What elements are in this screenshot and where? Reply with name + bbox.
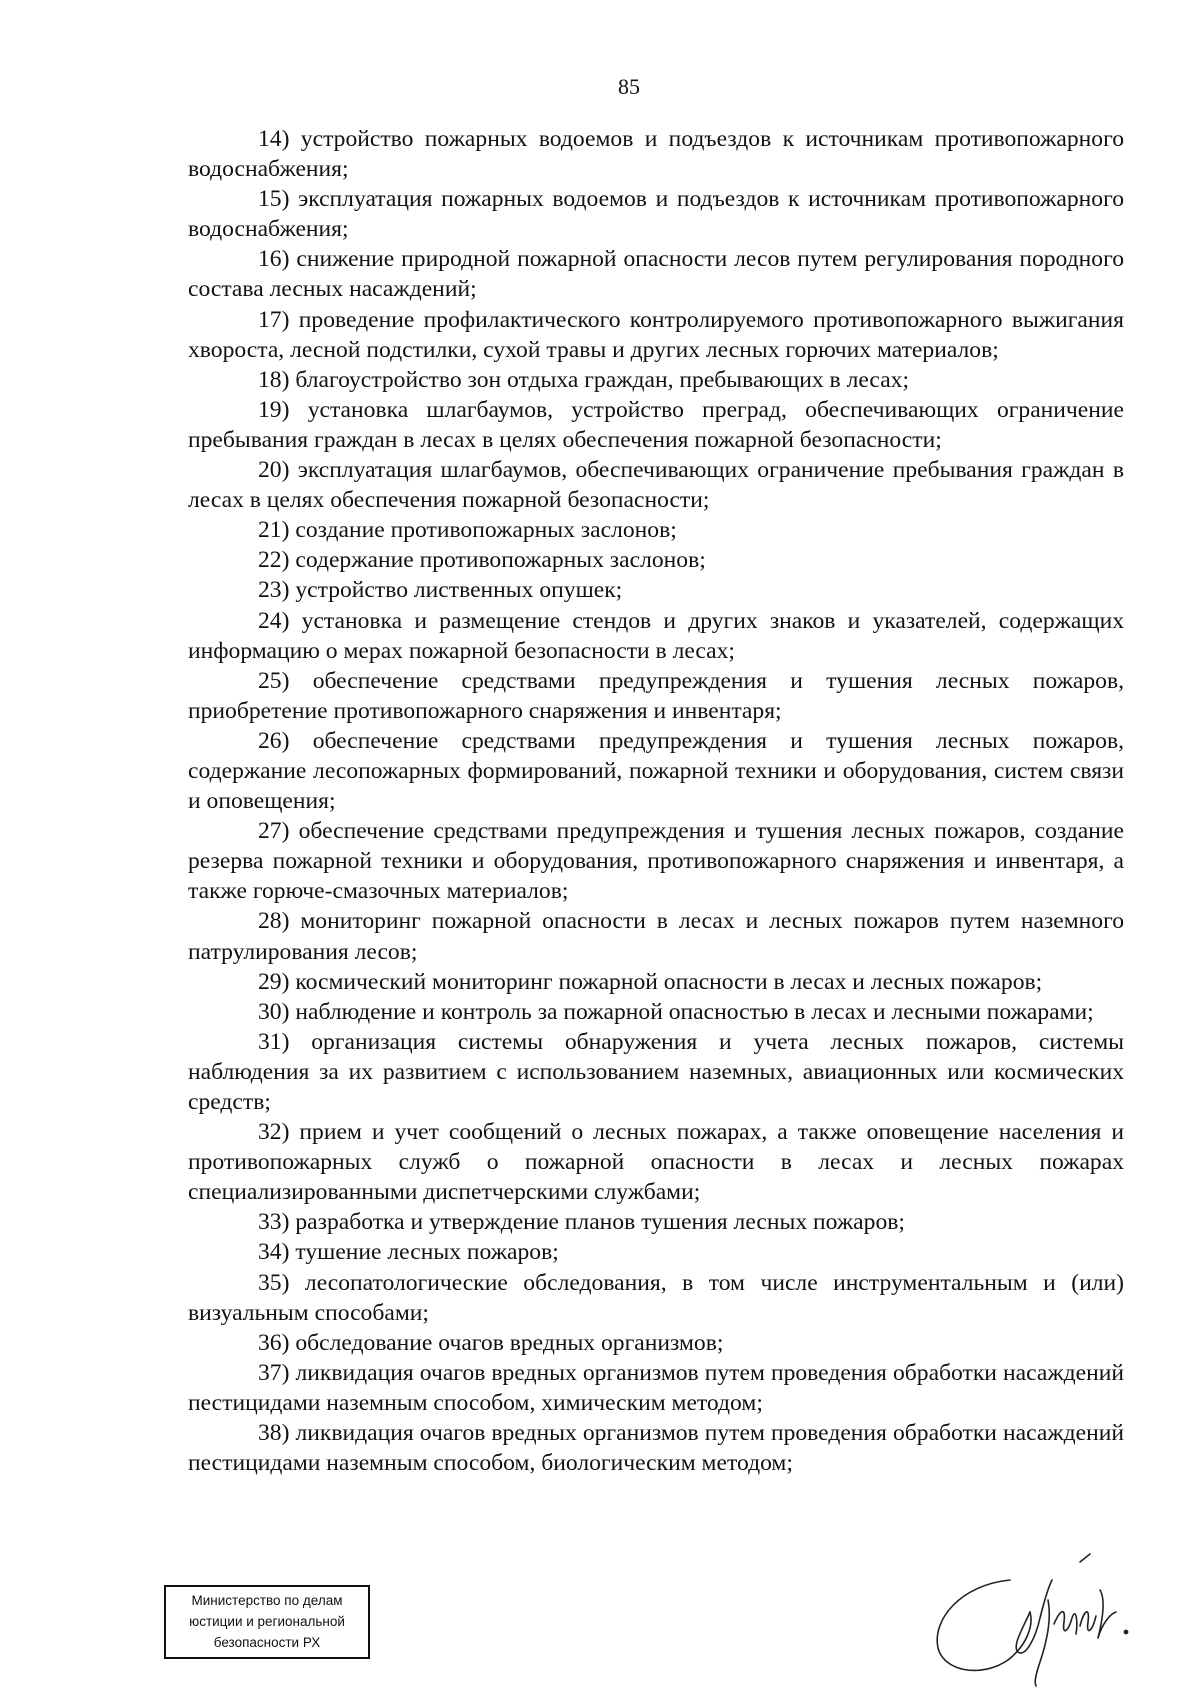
list-item: 23) устройство лиственных опушек; [258, 577, 623, 604]
list-item: 18) благоустройство зон отдыха граждан, пребывающих в лесах; [258, 366, 910, 393]
list-item: 16) снижение природной пожарной опасности лесов путем регулирования породного состава лесных насаждений; [188, 246, 1124, 303]
list-item: 32) прием и учет сообщений о лесных пожарах, а также оповещение населения и противопожарных служб о пожарной опасности в лесах и лесных пожарах специализированными диспетчерскими службами; [188, 1119, 1124, 1206]
stamp-line: юстиции и региональной [189, 1614, 345, 1629]
list-item: 31) организация системы обнаружения и учета лесных пожаров, системы наблюдения за их развитием с использованием наземных, авиационных или космических средств; [188, 1028, 1124, 1115]
list-item: 27) обеспечение средствами предупреждения и тушения лесных пожаров, создание резерва пожарной техники и оборудования, противопожарного снаряжения и инвентаря, а также горюче-смазочных материалов; [188, 818, 1124, 905]
list-item: 22) содержание противопожарных заслонов; [258, 547, 706, 574]
list-item: 38) ликвидация очагов вредных организмов путем проведения обработки насаждений пестицидами наземным способом, биологическим методом; [188, 1420, 1124, 1477]
list-item: 14) устройство пожарных водоемов и подъездов к источникам противопожарного водоснабжения; [188, 126, 1124, 183]
page-number: 85 [618, 74, 640, 99]
list-item: 25) обеспечение средствами предупреждения и тушения лесных пожаров, приобретение противопожарного снаряжения и инвентаря; [188, 667, 1124, 724]
list-item: 35) лесопатологические обследования, в том числе инструментальным и (или) визуальным способами; [188, 1269, 1124, 1326]
list-item: 26) обеспечение средствами предупреждения и тушения лесных пожаров, содержание лесопожарных формирований, пожарной техники и оборудования, систем связи и оповещения; [188, 727, 1124, 815]
document-body [188, 124, 1124, 1478]
stamp-line: безопасности РХ [213, 1635, 321, 1650]
list-item: 19) установка шлагбаумов, устройство преград, обеспечивающих ограничение пребывания граждан в лесах в целях обеспечения пожарной безопасности; [188, 396, 1124, 453]
list-item: 29) космический мониторинг пожарной опасности в лесах и лесных пожаров; [258, 968, 1043, 995]
list-item: 28) мониторинг пожарной опасности в лесах и лесных пожаров путем наземного патрулирования лесов; [188, 908, 1124, 965]
list-item: 20) эксплуатация шлагбаумов, обеспечивающих ограничение пребывания граждан в лесах в целях обеспечения пожарной безопасности; [188, 457, 1124, 514]
list-item: 24) установка и размещение стендов и других знаков и указателей, содержащих информацию о мерах пожарной безопасности в лесах; [188, 607, 1124, 664]
list-item: 30) наблюдение и контроль за пожарной опасностью в лесах и лесными пожарами; [258, 998, 1094, 1025]
ministry-stamp [164, 1585, 370, 1659]
list-item: 36) обследование очагов вредных организмов; [258, 1329, 724, 1356]
list-item: 21) создание противопожарных заслонов; [258, 517, 677, 544]
list-item: 17) проведение профилактического контролируемого противопожарного выжигания хвороста, лесной подстилки, сухой травы и других лесных горючих материалов; [188, 306, 1124, 363]
list-item: 37) ликвидация очагов вредных организмов путем проведения обработки насаждений пестицидами наземным способом, химическим методом; [188, 1359, 1124, 1416]
handwritten-signature-icon [930, 1540, 1150, 1690]
list-item: 15) эксплуатация пожарных водоемов и подъездов к источникам противопожарного водоснабжения; [188, 186, 1124, 243]
stamp-line: Министерство по делам [191, 1593, 343, 1608]
list-item: 33) разработка и утверждение планов тушения лесных пожаров; [258, 1209, 905, 1236]
list-item: 34) тушение лесных пожаров; [258, 1239, 559, 1266]
